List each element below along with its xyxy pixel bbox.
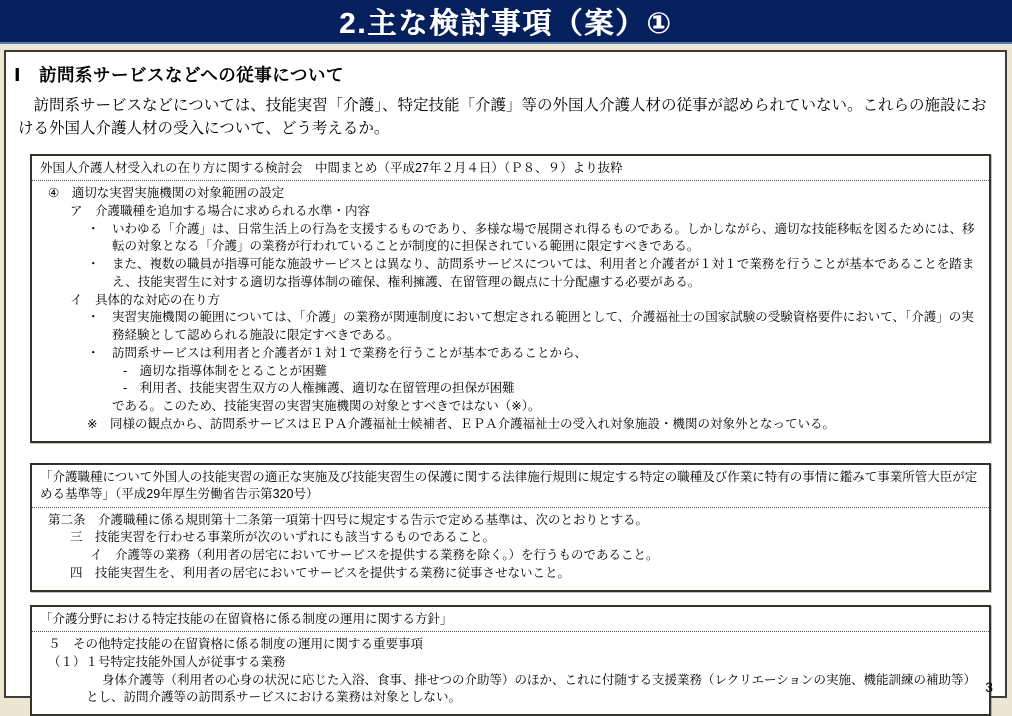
excerpt-box-kokuji-320 [30, 463, 991, 592]
box1-line: イ 具体的な対応の在り方 [40, 292, 981, 310]
section-lead-paragraph: 訪問系サービスなどについては、技能実習「介護」、特定技能「介護」等の外国人介護人材の従事が認められていない。これらの施設における外国人介護人材の受入について、どう考えるか。 [18, 94, 997, 141]
box1-body [32, 181, 989, 441]
section-heading: Ⅰ 訪問系サービスなどへの従事について [14, 62, 995, 87]
box2-header: 「介護職種について外国人の技能実習の適正な実施及び技能実習生の保護に関する法律施行規則に規定する特定の職種及び作業に特有の事情に鑑みて事業所管大臣が定める基準等」（平成29年厚生労働省告示第320号） [32, 465, 989, 508]
box3-header: 「介護分野における特定技能の在留資格に係る制度の運用に関する方針」 [32, 607, 989, 633]
box1-line: ④ 適切な実習実施機関の対象範囲の設定 [40, 185, 981, 203]
box1-line: - 利用者、技能実習生双方の人権擁護、適切な在留管理の担保が困難 [40, 380, 981, 398]
page-number: 3 [985, 679, 993, 695]
box2-line: イ 介護等の業務（利用者の居宅においてサービスを提供する業務を除く。）を行うものであること。 [40, 547, 981, 565]
excerpt-box-chukan-matome [30, 154, 991, 443]
box1-line: ※ 同様の観点から、訪問系サービスはＥＰＡ介護福祉士候補者、ＥＰＡ介護福祉士の受入れ対象施設・機関の対象外となっている。 [40, 416, 981, 434]
box3-line: （１）１号特定技能外国人が従事する業務 [40, 654, 981, 672]
box2-body [32, 508, 989, 590]
title-banner [0, 0, 1012, 44]
box1-line: ア 介護職種を追加する場合に求められる水準・内容 [40, 203, 981, 221]
box1-line: - 適切な指導体制をとることが困難 [40, 363, 981, 381]
box1-line: ・ 訪問系サービスは利用者と介護者が１対１で業務を行うことが基本であることから、 [40, 345, 981, 363]
box3-line: 身体介護等（利用者の心身の状況に応じた入浴、食事、排せつの介助等）のほか、これに付随する支援業務（レクリエーションの実施、機能訓練の補助等）とし、訪問介護等の訪問系サービスにおける業務は対象としない。 [40, 672, 981, 708]
box3-line: ５ その他特定技能の在留資格に係る制度の運用に関する重要事項 [40, 636, 981, 654]
box1-line: ・ 実習実施機関の範囲については、「介護」の業務が関連制度において想定される範囲として、介護福祉士の国家試験の受験資格要件において、「介護」の実務経験として認められる施設に限定すべきである。 [40, 309, 981, 345]
box3-body [32, 632, 989, 714]
slide-title: 2.主な検討事項（案）① [339, 1, 673, 42]
content-frame [4, 50, 1007, 698]
box1-line: である。このため、技能実習の実習実施機関の対象とすべきではない（※）。 [40, 398, 981, 416]
box2-line: 四 技能実習生を、利用者の居宅においてサービスを提供する業務に従事させないこと。 [40, 565, 981, 583]
box2-line: 三 技能実習を行わせる事業所が次のいずれにも該当するものであること。 [40, 529, 981, 547]
box1-line: ・ いわゆる「介護」は、日常生活上の行為を支援するものであり、多様な場で展開され得るものである。しかしながら、適切な技能移転を図るためには、移転の対象となる「介護」の業務が行われていることが制度的に担保されている範囲に限定すべきである。 [40, 221, 981, 257]
box2-line: 第二条 介護職種に係る規則第十二条第一項第十四号に規定する告示で定める基準は、次のとおりとする。 [40, 512, 981, 530]
box1-header: 外国人介護人材受入れの在り方に関する検討会 中間まとめ（平成27年２月４日）（Ｐ８、９）より抜粋 [32, 156, 989, 182]
box1-line: ・ また、複数の職員が指導可能な施設サービスとは異なり、訪問系サービスについては、利用者と介護者が１対１で業務を行うことが基本であることを踏まえ、技能実習生に対する適切な指導体制の確保、権利擁護、在留管理の観点に十分配慮する必要がある。 [40, 256, 981, 292]
excerpt-box-unyo-hoshin [30, 605, 991, 716]
